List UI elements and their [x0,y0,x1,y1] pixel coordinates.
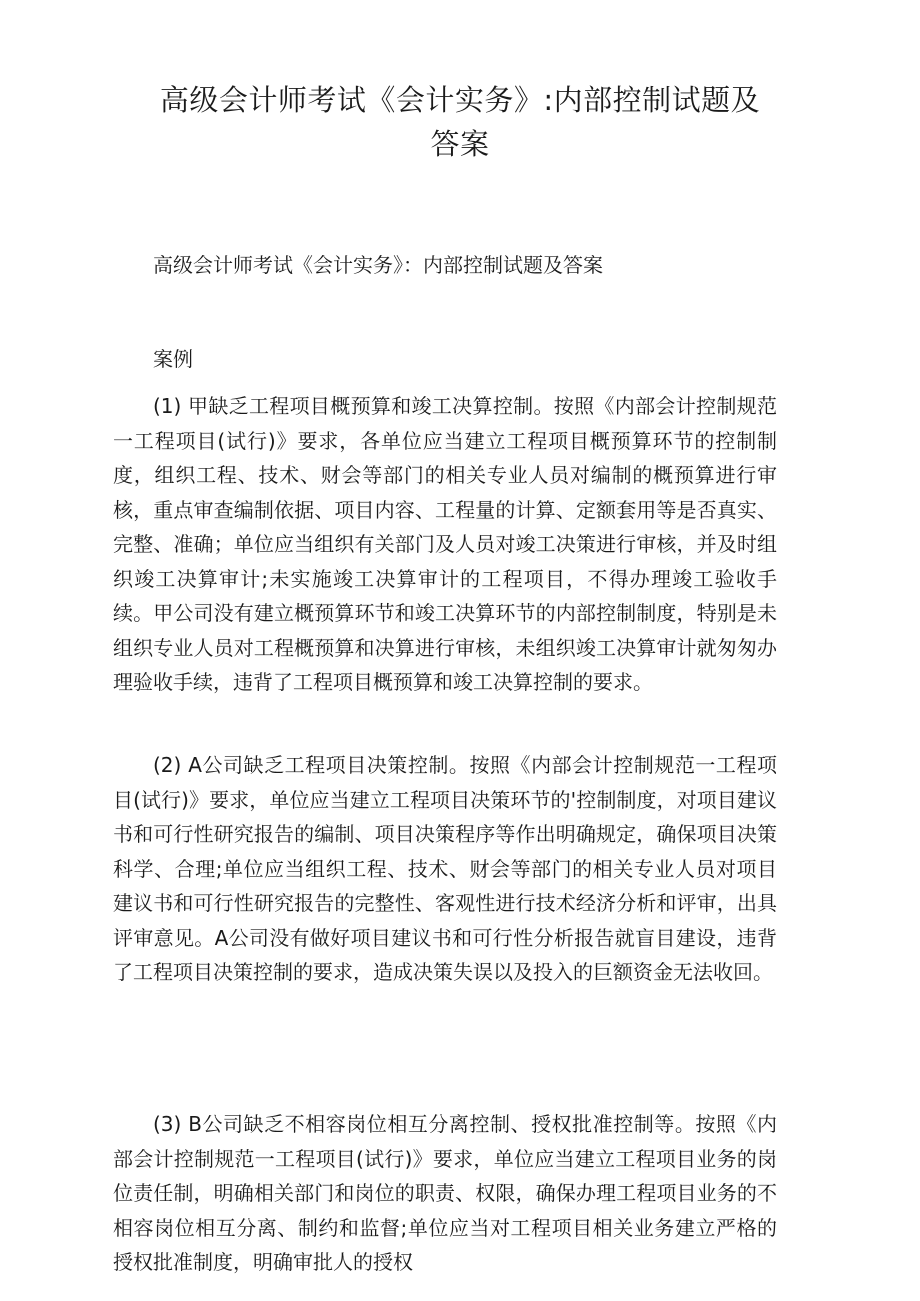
paragraph-3: (3) B公司缺乏不相容岗位相互分离控制、授权批准控制等。按照《内部会计控制规范一工程项目(试行)》要求，单位应当建立工程项目业务的岗位责任制，明确相关部门和岗位的职责、权限，确保办理工程项目业务的不相容岗位相互分离、制约和监督;单位应当对工程项目相关业务建立严格的授权批准制度，明确审批人的授权 [113,1112,777,1274]
document-title: 高级会计师考试《会计实务》:内部控制试题及答案 [159,83,761,161]
paragraph-2: (2) A公司缺乏工程项目决策控制。按照《内部会计控制规范一工程项目(试行)》要求，单位应当建立工程项目决策环节的'控制制度，对项目建议书和可行性研究报告的编制、项目决策程序等作出明确规定，确保项目决策科学、合理;单位应当组织工程、技术、财会等部门的相关专业人员对项目建议书和可行性研究报告的完整性、客观性进行技术经济分析和评审，出具评审意见。A公司没有做好项目建议书和可行性分析报告就盲目建设，违背了工程项目决策控制的要求，造成决策失误以及投入的巨额资金无法收回。 [113,753,777,984]
section-label: 案例 [153,347,193,371]
paragraph-1: (1) 甲缺乏工程项目概预算和竣工决算控制。按照《内部会计控制规范一工程项目(试行)》要求，各单位应当建立工程项目概预算环节的控制制度，组织工程、技术、财会等部门的相关专业人员对编制的概预算进行审核，重点审查编制依据、项目内容、工程量的计算、定额套用等是否真实、完整、准确；单位应当组织有关部门及人员对竣工决策进行审核，并及时组织竣工决算审计;未实施竣工决算审计的工程项目，不得办理竣工验收手续。甲公司没有建立概预算环节和竣工决算环节的内部控制制度，特别是未组织专业人员对工程概预算和决算进行审核，未组织竣工决算审计就匆匆办理验收手续，违背了工程项目概预算和竣工决算控制的要求。 [113,394,777,694]
document-subtitle: 高级会计师考试《会计实务》：内部控制试题及答案 [153,253,603,277]
